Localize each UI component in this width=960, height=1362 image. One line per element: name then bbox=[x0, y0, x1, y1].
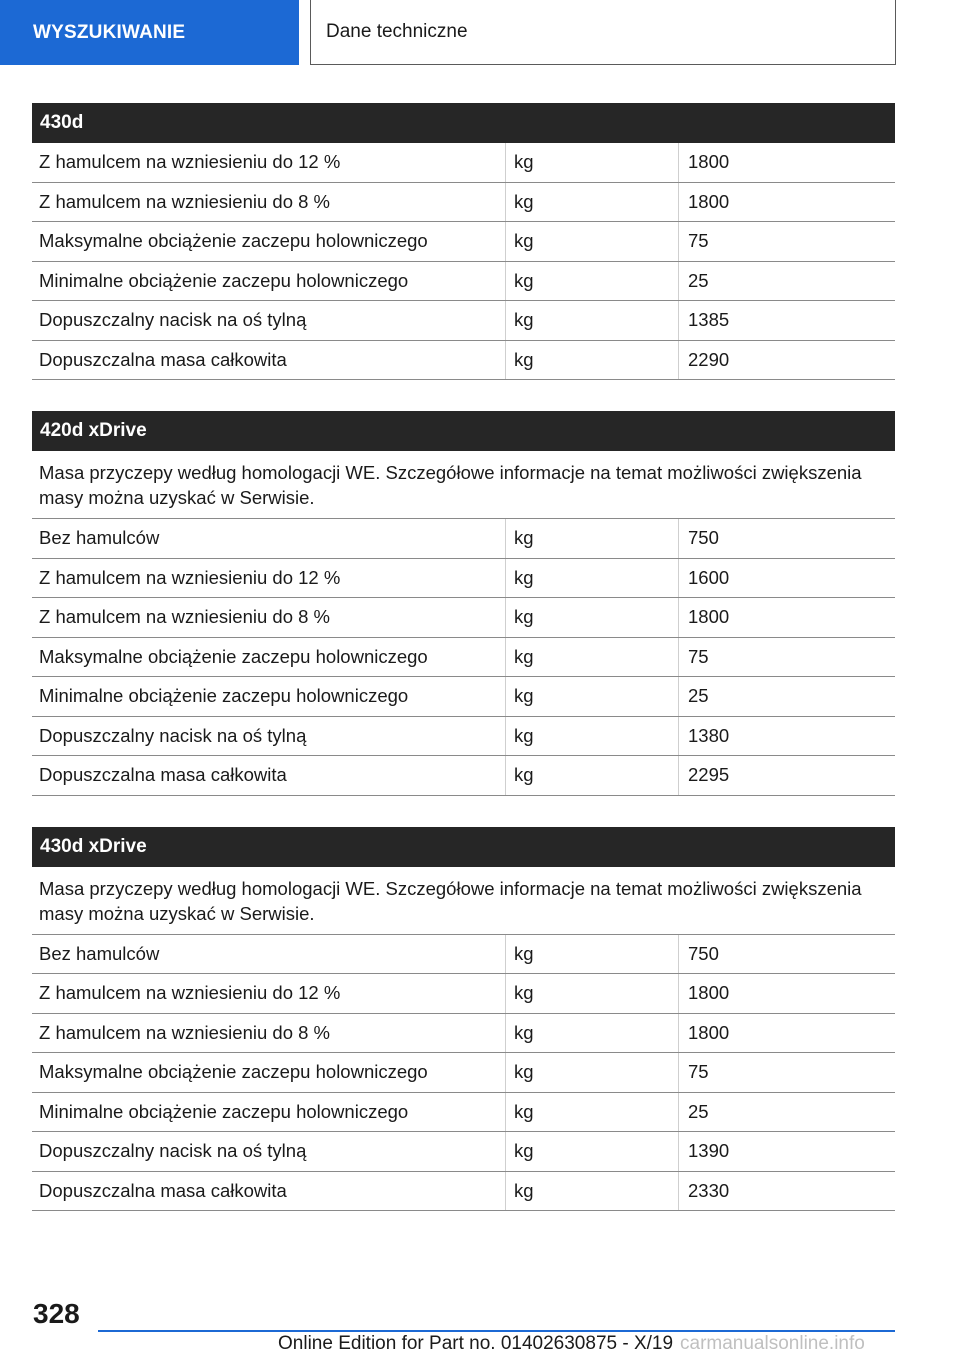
row-label: Z hamulcem na wzniesieniu do 12 % bbox=[32, 143, 506, 182]
row-value: 750 bbox=[688, 527, 719, 549]
row-unit: kg bbox=[506, 143, 679, 182]
row-unit: kg bbox=[506, 1172, 679, 1211]
table-row bbox=[32, 222, 895, 262]
row-unit: kg bbox=[506, 1093, 679, 1132]
search-tab[interactable]: WYSZUKIWANIE bbox=[0, 0, 299, 65]
table-row bbox=[32, 638, 895, 678]
row-value: 25 bbox=[688, 1100, 709, 1122]
row-unit: kg bbox=[506, 1053, 679, 1092]
row-value: 1385 bbox=[688, 309, 730, 331]
homologation-note: Masa przyczepy według homologacji WE. Szczegółowe informacje na temat możliwości zwiększenia masy można uzyskać w Serwisie. bbox=[32, 867, 895, 935]
row-value: 25 bbox=[688, 269, 709, 291]
row-value: 75 bbox=[688, 645, 709, 667]
model-header: 430d xDrive bbox=[32, 827, 895, 867]
row-value: 75 bbox=[688, 230, 709, 252]
row-label: Bez hamulców bbox=[32, 519, 506, 558]
model-header: 420d xDrive bbox=[32, 411, 895, 451]
table-row bbox=[32, 974, 895, 1014]
row-value: 2330 bbox=[688, 1179, 730, 1201]
watermark: carmanualsonline.info bbox=[680, 1333, 865, 1354]
row-value: 1800 bbox=[688, 606, 730, 628]
row-unit: kg bbox=[506, 519, 679, 558]
table-row bbox=[32, 1132, 895, 1172]
table-row bbox=[32, 1014, 895, 1054]
row-value: 1800 bbox=[688, 190, 730, 212]
row-value: 1380 bbox=[688, 724, 730, 746]
row-unit: kg bbox=[506, 638, 679, 677]
row-unit: kg bbox=[506, 1132, 679, 1171]
table-row bbox=[32, 262, 895, 302]
row-label: Maksymalne obciążenie zaczepu holowniczego bbox=[32, 638, 506, 677]
row-label: Dopuszczalna masa całkowita bbox=[32, 341, 506, 380]
spec-block bbox=[32, 827, 895, 1212]
row-unit: kg bbox=[506, 559, 679, 598]
section-title: Dane techniczne bbox=[310, 0, 896, 65]
row-unit: kg bbox=[506, 1014, 679, 1053]
row-unit: kg bbox=[506, 974, 679, 1013]
row-unit: kg bbox=[506, 598, 679, 637]
row-label: Maksymalne obciążenie zaczepu holowniczego bbox=[32, 222, 506, 261]
row-value: 2290 bbox=[688, 348, 730, 370]
row-label: Z hamulcem na wzniesieniu do 12 % bbox=[32, 559, 506, 598]
row-label: Minimalne obciążenie zaczepu holowniczego bbox=[32, 262, 506, 301]
row-label: Minimalne obciążenie zaczepu holowniczego bbox=[32, 677, 506, 716]
table-row bbox=[32, 717, 895, 757]
page-number: 328 bbox=[33, 1298, 80, 1329]
table-row bbox=[32, 756, 895, 796]
table-row bbox=[32, 341, 895, 381]
table-row bbox=[32, 1093, 895, 1133]
row-value: 25 bbox=[688, 685, 709, 707]
row-unit: kg bbox=[506, 935, 679, 974]
row-label: Dopuszczalna masa całkowita bbox=[32, 756, 506, 795]
row-label: Maksymalne obciążenie zaczepu holowniczego bbox=[32, 1053, 506, 1092]
row-label: Minimalne obciążenie zaczepu holowniczego bbox=[32, 1093, 506, 1132]
spec-tables bbox=[32, 103, 895, 1242]
table-row bbox=[32, 598, 895, 638]
spec-block bbox=[32, 103, 895, 380]
row-value: 75 bbox=[688, 1061, 709, 1083]
table-row bbox=[32, 301, 895, 341]
row-value: 1600 bbox=[688, 566, 730, 588]
row-value: 2295 bbox=[688, 764, 730, 786]
table-row bbox=[32, 519, 895, 559]
spec-block bbox=[32, 411, 895, 796]
row-label: Dopuszczalny nacisk na oś tylną bbox=[32, 717, 506, 756]
row-value: 1800 bbox=[688, 151, 730, 173]
row-unit: kg bbox=[506, 301, 679, 340]
footer-divider bbox=[98, 1330, 895, 1332]
table-row bbox=[32, 935, 895, 975]
row-unit: kg bbox=[506, 222, 679, 261]
row-label: Z hamulcem na wzniesieniu do 8 % bbox=[32, 1014, 506, 1053]
row-label: Bez hamulców bbox=[32, 935, 506, 974]
row-unit: kg bbox=[506, 262, 679, 301]
row-unit: kg bbox=[506, 717, 679, 756]
homologation-note: Masa przyczepy według homologacji WE. Szczegółowe informacje na temat możliwości zwiększenia masy można uzyskać w Serwisie. bbox=[32, 451, 895, 519]
table-row bbox=[32, 143, 895, 183]
row-label: Z hamulcem na wzniesieniu do 8 % bbox=[32, 598, 506, 637]
table-row bbox=[32, 1053, 895, 1093]
edition-text: Online Edition for Part no. 01402630875 - X/19 bbox=[278, 1333, 674, 1354]
row-unit: kg bbox=[506, 341, 679, 380]
model-header: 430d bbox=[32, 103, 895, 143]
row-value: 1390 bbox=[688, 1140, 730, 1162]
table-row bbox=[32, 183, 895, 223]
table-row bbox=[32, 1172, 895, 1212]
row-value: 1800 bbox=[688, 982, 730, 1004]
row-label: Z hamulcem na wzniesieniu do 12 % bbox=[32, 974, 506, 1013]
row-label: Dopuszczalny nacisk na oś tylną bbox=[32, 301, 506, 340]
row-unit: kg bbox=[506, 756, 679, 795]
row-label: Dopuszczalny nacisk na oś tylną bbox=[32, 1132, 506, 1171]
row-label: Z hamulcem na wzniesieniu do 8 % bbox=[32, 183, 506, 222]
row-value: 1800 bbox=[688, 1021, 730, 1043]
row-label: Dopuszczalna masa całkowita bbox=[32, 1172, 506, 1211]
table-row bbox=[32, 559, 895, 599]
row-value: 750 bbox=[688, 942, 719, 964]
row-unit: kg bbox=[506, 677, 679, 716]
row-unit: kg bbox=[506, 183, 679, 222]
table-row bbox=[32, 677, 895, 717]
